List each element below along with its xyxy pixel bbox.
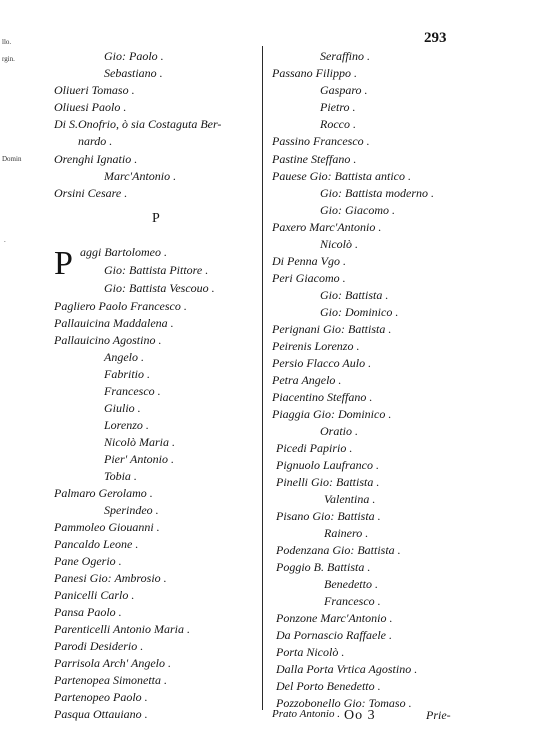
entry-line: Oliuesi Paolo . <box>54 100 127 114</box>
entry-line: Piaggia Gio: Dominico . <box>272 407 392 421</box>
entry-line: Parodi Desiderio . <box>54 639 144 653</box>
entry-line: Prato Antonio . <box>272 708 340 720</box>
margin-note: . <box>4 236 6 244</box>
entry-line: Pauese Gio: Battista antico . <box>272 169 411 183</box>
entry-line: Paxero Marc'Antonio . <box>272 220 382 234</box>
column-divider <box>262 46 263 710</box>
entry-line: Oratio . <box>320 424 359 438</box>
entry-line: Persio Flacco Aulo . <box>272 356 372 370</box>
entry-line: Pagliero Paolo Francesco . <box>54 299 187 313</box>
margin-note: llo. <box>2 38 12 46</box>
entry-line: Partenopeo Paolo . <box>54 690 148 704</box>
catchword: Prie- <box>426 708 451 722</box>
entry-line: Francesco . <box>324 594 381 608</box>
entry-line: Pozzobonello Gio: Tomaso . <box>276 696 412 710</box>
entry-line: Nicolò Maria . <box>104 435 175 449</box>
entry-line: Gio: Battista Pittore . <box>104 263 209 277</box>
entry-line: Tobia . <box>104 469 137 483</box>
entry-line: Parrisola Arch' Angelo . <box>54 656 172 670</box>
entry-line: Porta Nicolò . <box>276 645 345 659</box>
entry-line: Pammoleo Giouanni . <box>54 520 160 534</box>
drop-cap: P <box>54 245 73 282</box>
entry-line: Giulio . <box>104 401 141 415</box>
entry-line: Panesi Gio: Ambrosio . <box>54 571 167 585</box>
entry-line: Francesco . <box>104 384 161 398</box>
section-letter: P <box>152 211 160 226</box>
entry-line: Sperindeo . <box>104 503 159 517</box>
entry-line: nardo . <box>78 134 113 148</box>
printer-signature: Oo 3 <box>344 708 376 723</box>
margin-note: rgin. <box>2 55 15 63</box>
entry-line: Pastine Steffano . <box>272 152 357 166</box>
entry-line: Seraffino . <box>320 49 370 63</box>
entry-line: Peirenis Lorenzo . <box>272 339 360 353</box>
entry-line: Benedetto . <box>324 577 378 591</box>
entry-line: Podenzana Gio: Battista . <box>276 543 401 557</box>
margin-note: Domin <box>2 155 22 163</box>
entry-line: Picedi Papirio . <box>276 441 353 455</box>
entry-line: Gio: Battista Vescouo . <box>104 281 215 295</box>
entry-line: Partenopea Simonetta . <box>54 673 167 687</box>
entry-line: Gio: Giacomo . <box>320 203 395 217</box>
entry-line: Panicelli Carlo . <box>54 588 135 602</box>
entry-line: Lorenzo . <box>104 418 149 432</box>
entry-line: Piacentino Steffano . <box>272 390 373 404</box>
entry-line: Da Pornascio Raffaele . <box>276 628 392 642</box>
entry-line: Pinelli Gio: Battista . <box>276 475 380 489</box>
entry-line: Pallauicina Maddalena . <box>54 316 174 330</box>
entry-line: aggi Bartolomeo . <box>80 245 167 259</box>
entry-line: Pane Ogerio . <box>54 554 122 568</box>
entry-line: Perignani Gio: Battista . <box>272 322 392 336</box>
entry-line: Angelo . <box>104 350 144 364</box>
entry-line: Oliueri Tomaso . <box>54 83 135 97</box>
entry-line: Gio: Battista moderno . <box>320 186 434 200</box>
entry-line: Poggio B. Battista . <box>276 560 371 574</box>
entry-line: Gio: Dominico . <box>320 305 399 319</box>
entry-line: Pietro . <box>320 100 356 114</box>
entry-line: Di S.Onofrio, ò sia Costaguta Ber- <box>54 117 222 131</box>
entry-line: Fabritio . <box>104 367 151 381</box>
entry-line: Pier' Antonio . <box>104 452 175 466</box>
entry-line: Passano Filippo . <box>272 66 358 80</box>
entry-line: Parenticelli Antonio Maria . <box>54 622 190 636</box>
entry-line: Pasqua Ottauiano . <box>54 707 148 721</box>
entry-line: Orenghi Ignatio . <box>54 152 138 166</box>
entry-line: Pallauicino Agostino . <box>54 333 162 347</box>
entry-line: Pisano Gio: Battista . <box>276 509 381 523</box>
entry-line: Rocco . <box>320 117 356 131</box>
entry-line: Nicolò . <box>320 237 358 251</box>
entry-line: Palmaro Gerolamo . <box>54 486 153 500</box>
entry-line: Dalla Porta Vrtica Agostino . <box>276 662 418 676</box>
entry-line: Pancaldo Leone . <box>54 537 139 551</box>
page-number: 293 <box>424 30 447 46</box>
entry-line: Peri Giacomo . <box>272 271 346 285</box>
entry-line: Rainero . <box>324 526 369 540</box>
entry-line: Petra Angelo . <box>272 373 342 387</box>
entry-line: Marc'Antonio . <box>104 169 177 183</box>
entry-line: Passino Francesco . <box>272 134 370 148</box>
entry-line: Di Penna Vgo . <box>272 254 346 268</box>
entry-line: Orsini Cesare . <box>54 186 128 200</box>
entry-line: Pignuolo Laufranco . <box>276 458 380 472</box>
entry-line: Del Porto Benedetto . <box>276 679 381 693</box>
entry-line: Ponzone Marc'Antonio . <box>276 611 393 625</box>
entry-line: Pansa Paolo . <box>54 605 122 619</box>
entry-line: Gio: Paolo . <box>104 49 164 63</box>
entry-line: Gio: Battista . <box>320 288 389 302</box>
entry-line: Valentina . <box>324 492 376 506</box>
entry-line: Gasparo . <box>320 83 368 97</box>
entry-line: Sebastiano . <box>104 66 163 80</box>
